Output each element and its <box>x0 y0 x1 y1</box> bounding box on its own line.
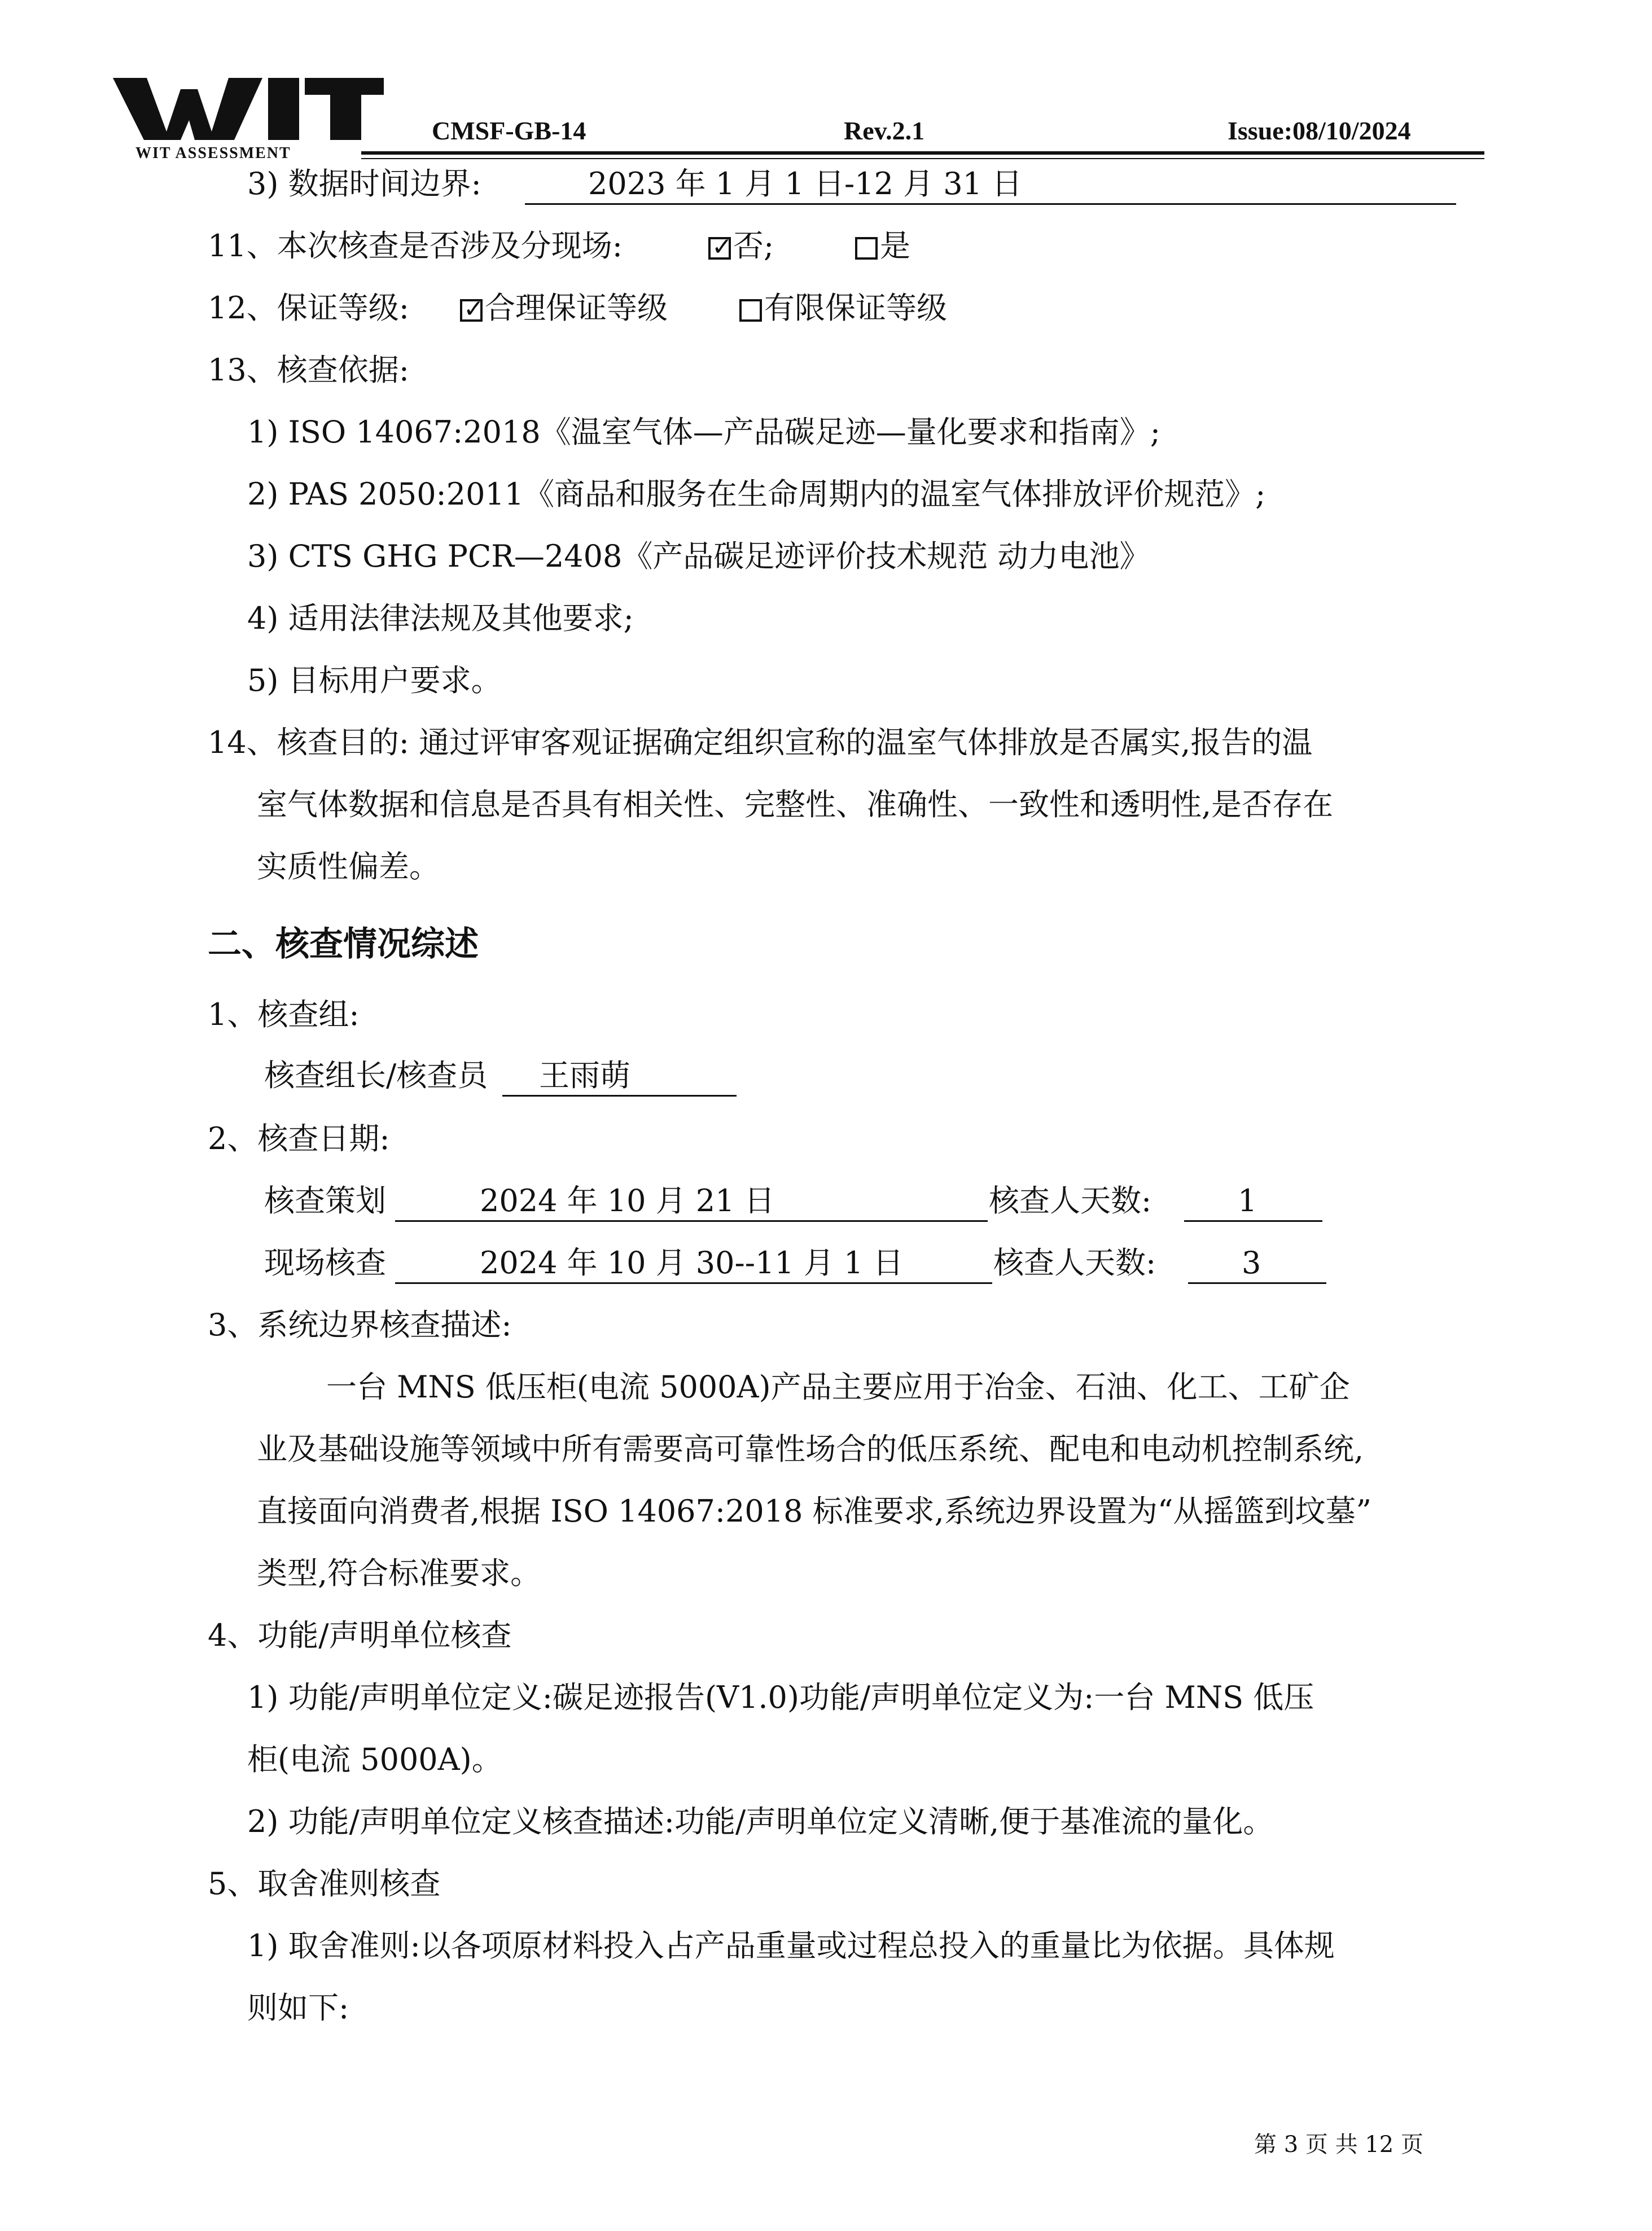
q12-option-reasonable-label: 合理保证等级 <box>485 290 668 326</box>
time-boundary-label: 3) 数据时间边界: <box>247 166 481 201</box>
leader-label: 核查组长/核查员 <box>264 1058 488 1093</box>
q14-line: 室气体数据和信息是否具有相关性、完整性、准确性、一致性和透明性,是否存在 <box>257 787 1334 822</box>
q14-line: 实质性偏差。 <box>257 849 440 884</box>
site-days-label: 核查人天数: <box>993 1245 1156 1281</box>
checkbox-checked-icon: ✓ <box>708 237 731 260</box>
site-days: 3 <box>1242 1245 1261 1281</box>
plan-date-field <box>395 1181 988 1222</box>
s4-label: 4、功能/声明单位核查 <box>208 1618 512 1653</box>
q12-option-limited-label: 有限保证等级 <box>764 290 947 326</box>
plan-days-field <box>1184 1181 1322 1222</box>
plan-days: 1 <box>1238 1183 1257 1218</box>
site-days-field <box>1188 1243 1326 1284</box>
plan-date: 2024 年 10 月 21 日 <box>480 1183 775 1218</box>
q11-label: 11、本次核查是否涉及分现场: <box>208 228 623 264</box>
s5-item-line: 1) 取舍准则:以各项原材料投入占产品重量或过程总投入的重量比为依据。具体规 <box>247 1928 1335 1963</box>
plan-days-label: 核查人天数: <box>989 1183 1152 1218</box>
checkbox-empty-icon <box>855 237 878 260</box>
company-logo <box>113 78 384 163</box>
header-rule-thin <box>361 158 1484 159</box>
basis-item: 2) PAS 2050:2011《商品和服务在生命周期内的温室气体排放评价规范》; <box>247 476 1266 512</box>
s5-label: 5、取舍准则核查 <box>208 1866 441 1901</box>
checkbox-checked-icon: ✓ <box>460 299 483 322</box>
s3-paragraph-line: 类型,符合标准要求。 <box>257 1555 541 1591</box>
header-rule <box>361 151 1484 155</box>
page-number: 第 3 页 共 12 页 <box>1254 2132 1423 2158</box>
leader-field <box>502 1055 737 1097</box>
section-title: 二、核查情况综述 <box>208 924 479 964</box>
q11-option-yes-label: 是 <box>880 228 910 264</box>
revision: Rev.2.1 <box>844 116 925 145</box>
s2-label: 2、核查日期: <box>208 1121 390 1156</box>
s4-item-line: 2) 功能/声明单位定义核查描述:功能/声明单位定义清晰,便于基准流的量化。 <box>247 1804 1274 1839</box>
q11-option-yes <box>855 226 910 266</box>
logo-subtitle: WIT ASSESSMENT <box>135 144 291 162</box>
s1-label: 1、核查组: <box>208 997 360 1032</box>
s3-paragraph-line: 一台 MNS 低压柜(电流 5000A)产品主要应用于冶金、石油、化工、工矿企 <box>326 1369 1350 1405</box>
s4-item-line: 柜(电流 5000A)。 <box>247 1742 502 1777</box>
basis-item: 3) CTS GHG PCR—2408《产品碳足迹评价技术规范 动力电池》 <box>247 538 1150 574</box>
leader-name: 王雨萌 <box>539 1058 630 1093</box>
s3-paragraph-line: 直接面向消费者,根据 ISO 14067:2018 标准要求,系统边界设置为“从摇篮到坟墓” <box>257 1493 1372 1529</box>
site-date: 2024 年 10 月 30--11 月 1 日 <box>480 1245 904 1281</box>
time-boundary-field <box>525 164 1456 205</box>
q14-line: 14、核查目的: 通过评审客观证据确定组织宣称的温室气体排放是否属实,报告的温 <box>208 725 1313 760</box>
basis-item: 1) ISO 14067:2018《温室气体—产品碳足迹—量化要求和指南》; <box>247 414 1160 450</box>
basis-item: 5) 目标用户要求。 <box>247 663 502 698</box>
plan-label: 核查策划 <box>264 1183 386 1218</box>
s5-item-line: 则如下: <box>247 1990 349 2026</box>
site-label: 现场核查 <box>264 1245 386 1281</box>
basis-item: 4) 适用法律法规及其他要求; <box>247 601 634 636</box>
q12-option-reasonable <box>460 288 668 328</box>
time-boundary-value: 2023 年 1 月 1 日-12 月 31 日 <box>588 166 1023 201</box>
q12-option-limited <box>739 288 947 328</box>
checkbox-empty-icon <box>739 299 762 322</box>
q11-option-no-label: 否; <box>733 228 774 264</box>
issue-date: Issue:08/10/2024 <box>1228 116 1411 145</box>
q11-option-no <box>708 226 774 266</box>
doc-code: CMSF-GB-14 <box>432 116 586 145</box>
q12-label: 12、保证等级: <box>208 290 409 326</box>
s3-paragraph-line: 业及基础设施等领域中所有需要高可靠性场合的低压系统、配电和电动机控制系统, <box>257 1431 1364 1467</box>
q13-label: 13、核查依据: <box>208 352 409 388</box>
s3-label: 3、系统边界核查描述: <box>208 1307 512 1343</box>
s4-item-line: 1) 功能/声明单位定义:碳足迹报告(V1.0)功能/声明单位定义为:一台 MNS 低压 <box>247 1680 1314 1715</box>
site-date-field <box>395 1243 992 1284</box>
